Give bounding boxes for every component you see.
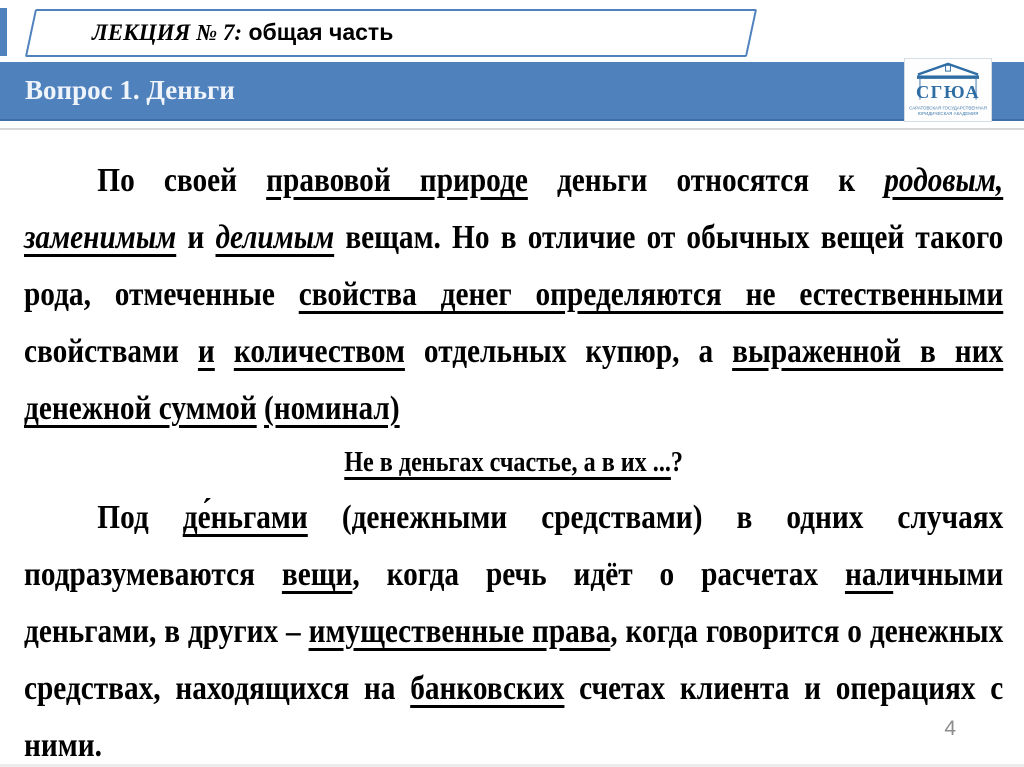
lecture-title (92, 9, 393, 55)
paragraph-1 (24, 152, 1003, 437)
text-run: и (176, 219, 216, 256)
text-run: , когда говорится о денежных средствах, находящихся на (24, 613, 1004, 707)
page-number: 4 (944, 717, 956, 740)
text-run: (денежными средствами) в одних случаях подразумеваются (24, 499, 1004, 593)
text-run: правовой природе (266, 162, 528, 199)
question-banner (0, 62, 1024, 121)
text-run: родовым, (884, 162, 1004, 199)
text-run: , когда речь идёт о расчетах (352, 556, 845, 593)
text-run: Не в деньгах счастье, а в их ... (344, 447, 671, 478)
text-run: и (197, 333, 215, 370)
text-run: ? (670, 447, 683, 478)
text-run: (номинал) (264, 390, 400, 427)
sgua-academy-logo-icon (905, 59, 991, 121)
text-run: свойствами (24, 333, 198, 370)
logo-box (904, 58, 992, 122)
top-accent-bar (0, 8, 7, 56)
text-run: выраженной в них денежной суммой (24, 333, 1004, 427)
text-run: де́ньгами (182, 499, 308, 536)
logo-acronym: СГЮА (915, 81, 981, 102)
lecture-number-label: ЛЕКЦИЯ № 7: (92, 20, 243, 45)
text-run: Под (97, 499, 183, 536)
text-run: деньги относятся к (527, 162, 885, 199)
text-run (215, 333, 234, 370)
text-run: вещи (281, 556, 353, 593)
paragraph-2 (24, 489, 1003, 767)
divider-line (0, 128, 1024, 130)
text-run: имущественные права (308, 613, 611, 650)
text-run: По своей (97, 162, 267, 199)
quote-line (24, 437, 1003, 489)
banner-title: Вопрос 1. Деньги (25, 75, 235, 105)
slide-content (24, 152, 1003, 767)
text-run: вещам. Но в отличие от обычных вещей такого рода, отмеченные (24, 219, 1004, 313)
text-run: счетах клиента и операциях с ними. (24, 670, 1004, 764)
text-run: количеством (233, 333, 405, 370)
logo-subtitle-line2: ЮРИДИЧЕСКАЯ АКАДЕМИЯ (917, 111, 979, 117)
text-run: отдельных купюр, а (404, 333, 733, 370)
lecture-part-label: общая часть (242, 19, 394, 45)
text-run: заменимым (24, 219, 177, 256)
text-run: ичными деньгами, в других – (24, 556, 1004, 650)
text-run: свойства денег определяются не естественными (298, 276, 1004, 313)
text-run: делимым (215, 219, 335, 256)
text-run: банковских (410, 670, 565, 707)
logo-subtitle-line1: САРАТОВСКАЯ ГОСУДАРСТВЕННАЯ (909, 105, 987, 111)
text-run: нал (844, 556, 894, 593)
